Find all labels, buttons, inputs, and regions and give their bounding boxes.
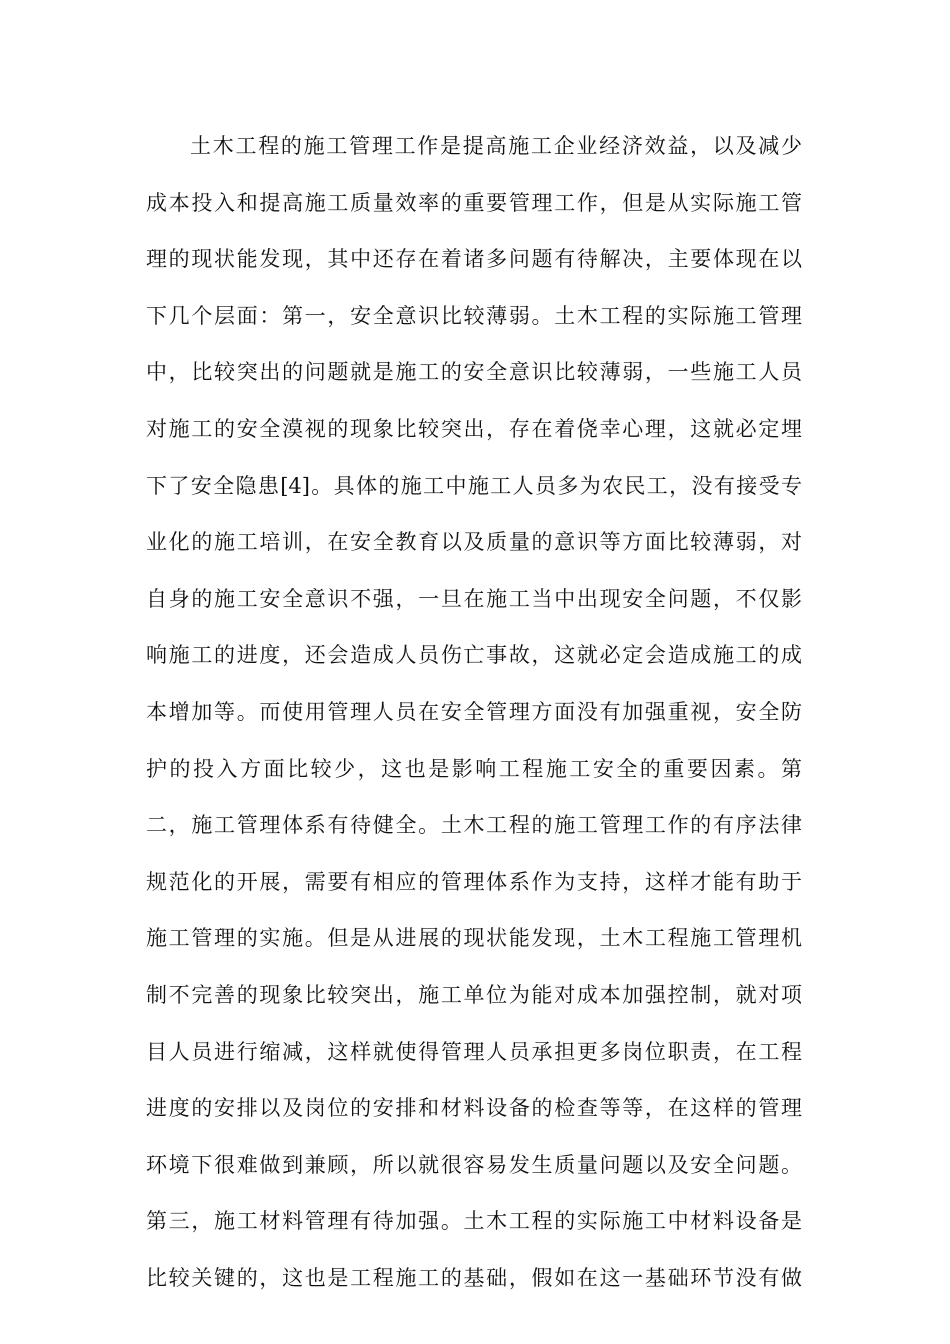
paragraph-line-10: 响施工的进度，还会造成人员伤亡事故，这就必定会造成施工的成 <box>146 643 802 668</box>
paragraph-line-18: 进度的安排以及岗位的安排和材料设备的检查等等，在这样的管理 <box>146 1096 802 1121</box>
paragraph-line-6: 对施工的安全漠视的现象比较突出，存在着侥幸心理，这就必定埋 <box>146 416 802 441</box>
paragraph-line-5: 中，比较突出的问题就是施工的安全意识比较薄弱，一些施工人员 <box>146 360 802 385</box>
paragraph-line-3: 理的现状能发现，其中还存在着诸多问题有待解决，主要体现在以 <box>146 247 802 272</box>
paragraph-line-13: 二，施工管理体系有待健全。土木工程的施工管理工作的有序法律 <box>146 813 802 838</box>
paragraph-line-12: 护的投入方面比较少，这也是影响工程施工安全的重要因素。第 <box>146 756 802 781</box>
paragraph-line-8: 业化的施工培训，在安全教育以及质量的意识等方面比较薄弱，对 <box>146 530 802 555</box>
paragraph-body <box>146 118 802 1306</box>
paragraph-line-11: 本增加等。而使用管理人员在安全管理方面没有加强重视，安全防 <box>146 699 802 724</box>
paragraph-line-2: 成本投入和提高施工质量效率的重要管理工作，但是从实际施工管 <box>146 190 802 215</box>
paragraph-line-20: 第三，施工材料管理有待加强。土木工程的实际施工中材料设备是 <box>146 1209 802 1234</box>
paragraph-line-16: 制不完善的现象比较突出，施工单位为能对成本加强控制，就对项 <box>146 982 802 1007</box>
paragraph-line-19: 环境下很难做到兼顾，所以就很容易发生质量问题以及安全问题。 <box>146 1152 802 1177</box>
paragraph-line-1: 土木工程的施工管理工作是提高施工企业经济效益，以及减少 <box>190 134 802 158</box>
paragraph-line-17: 目人员进行缩减，这样就使得管理人员承担更多岗位职责，在工程 <box>146 1039 802 1064</box>
paragraph-line-9: 自身的施工安全意识不强，一旦在施工当中出现安全问题，不仅影 <box>146 586 802 611</box>
paragraph-line-15: 施工管理的实施。但是从进展的现状能发现，土木工程施工管理机 <box>146 926 802 951</box>
paragraph-line-14: 规范化的开展，需要有相应的管理体系作为支持，这样才能有助于 <box>146 869 802 894</box>
paragraph-line-21: 比较关键的，这也是工程施工的基础，假如在这一基础环节没有做 <box>146 1265 802 1290</box>
paragraph-line-4: 下几个层面：第一，安全意识比较薄弱。土木工程的实际施工管理 <box>146 303 802 328</box>
paragraph-line-7: 下了安全隐患[4]。具体的施工中施工人员多为农民工，没有接受专 <box>146 473 802 498</box>
